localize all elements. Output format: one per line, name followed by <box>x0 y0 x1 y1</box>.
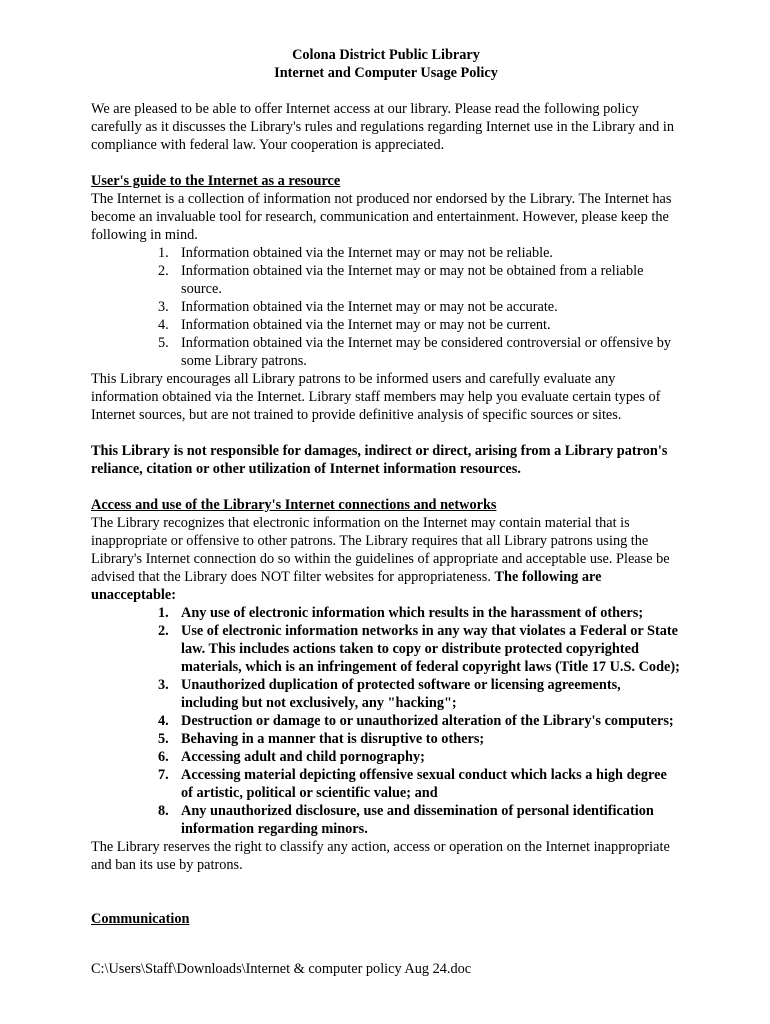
list-item <box>91 730 681 748</box>
list-item-number: 8. <box>158 803 169 819</box>
list-item-text: Destruction or damage to or unauthorized alteration of the Library's computers; <box>181 713 674 729</box>
list-item <box>91 622 681 676</box>
document-title-line1: Colona District Public Library <box>292 47 480 63</box>
section2-body-bold: The following are unacceptable: <box>91 569 602 603</box>
section3-heading: Communication <box>91 911 190 927</box>
list-item-number: 4. <box>158 713 169 729</box>
list-item <box>91 316 681 334</box>
list-item-text: Behaving in a manner that is disruptive to others; <box>181 731 485 747</box>
list-item-text: Accessing material depicting offensive sexual conduct which lacks a high degree of artistic, political or scientific value; and <box>181 767 667 801</box>
section2-body <box>91 514 681 604</box>
list-item-text: Information obtained via the Internet may or may not be current. <box>181 317 551 333</box>
list-item <box>91 766 681 802</box>
document-page <box>91 46 681 928</box>
list-item-text: Any use of electronic information which results in the harassment of others; <box>181 605 644 621</box>
list-item <box>91 748 681 766</box>
list-item-number: 3. <box>158 677 169 693</box>
list-item <box>91 262 681 298</box>
intro-paragraph: We are pleased to be able to offer Internet access at our library. Please read the following policy carefully as it discusses the Library's rules and regulations regarding Internet use in the Library and in compliance with federal law. Your cooperation is appreciated. <box>91 101 675 153</box>
list-item-text: Information obtained via the Internet may be considered controversial or offensive by some Library patrons. <box>181 335 672 369</box>
list-item-number: 5. <box>158 335 169 351</box>
section1-closing: This Library encourages all Library patrons to be informed users and carefully evaluate any information obtained via the Internet. Library staff members may help you evaluate certain types of Internet sources, but are not trained to provide definitive analysis of specific sources or sites. <box>91 371 661 423</box>
footer-file-path: C:\Users\Staff\Downloads\Internet & computer policy Aug 24.doc <box>91 961 472 977</box>
list-item-number: 4. <box>158 317 169 333</box>
list-item-number: 6. <box>158 749 169 765</box>
list-item-text: Use of electronic information networks in any way that violates a Federal or State law. This includes actions taken to copy or distribute protected copyrighted materials, which is an infringement of federal copyright laws (Title 17 U.S. Code); <box>181 623 680 675</box>
list-item-text: Information obtained via the Internet may or may not be reliable. <box>181 245 553 261</box>
section1-heading: User's guide to the Internet as a resource <box>91 173 341 189</box>
section1-body: The Internet is a collection of information not produced nor endorsed by the Library. The Internet has become an invaluable tool for research, communication and entertainment. However, please keep the following in mind. <box>91 191 672 243</box>
section2-body-text: The Library recognizes that electronic information on the Internet may contain material that is inappropriate or offensive to other patrons. The Library requires that all Library patrons using the Library's Internet connection do so within the guidelines of appropriate and acceptable use. Please be advised that the Library does NOT filter websites for appropriateness. <box>91 515 670 585</box>
list-item-text: Any unauthorized disclosure, use and dissemination of personal identification information regarding minors. <box>181 803 654 837</box>
list-item-number: 2. <box>158 263 169 279</box>
section2-heading: Access and use of the Library's Internet connections and networks <box>91 497 497 513</box>
list-item <box>91 802 681 838</box>
section2-closing: The Library reserves the right to classify any action, access or operation on the Internet inappropriate and ban its use by patrons. <box>91 839 670 873</box>
list-item <box>91 712 681 730</box>
document-title-line2: Internet and Computer Usage Policy <box>274 65 498 81</box>
list-item-number: 3. <box>158 299 169 315</box>
list-item-number: 1. <box>158 605 169 621</box>
list-item <box>91 334 681 370</box>
list-item-text: Information obtained via the Internet may or may not be obtained from a reliable source. <box>181 263 644 297</box>
list-item <box>91 604 681 622</box>
disclaimer-paragraph: This Library is not responsible for damages, indirect or direct, arising from a Library patron's reliance, citation or other utilization of Internet information resources. <box>91 443 668 477</box>
list-item-number: 1. <box>158 245 169 261</box>
list-item-number: 7. <box>158 767 169 783</box>
list-item-text: Accessing adult and child pornography; <box>181 749 425 765</box>
list-item-text: Unauthorized duplication of protected software or licensing agreements, including but not exclusively, any "hacking"; <box>181 677 621 711</box>
list-item <box>91 676 681 712</box>
list-item <box>91 244 681 262</box>
list-item <box>91 298 681 316</box>
section2-list <box>91 604 681 838</box>
list-item-number: 5. <box>158 731 169 747</box>
list-item-number: 2. <box>158 623 169 639</box>
list-item-text: Information obtained via the Internet may or may not be accurate. <box>181 299 558 315</box>
section1-list <box>91 244 681 370</box>
